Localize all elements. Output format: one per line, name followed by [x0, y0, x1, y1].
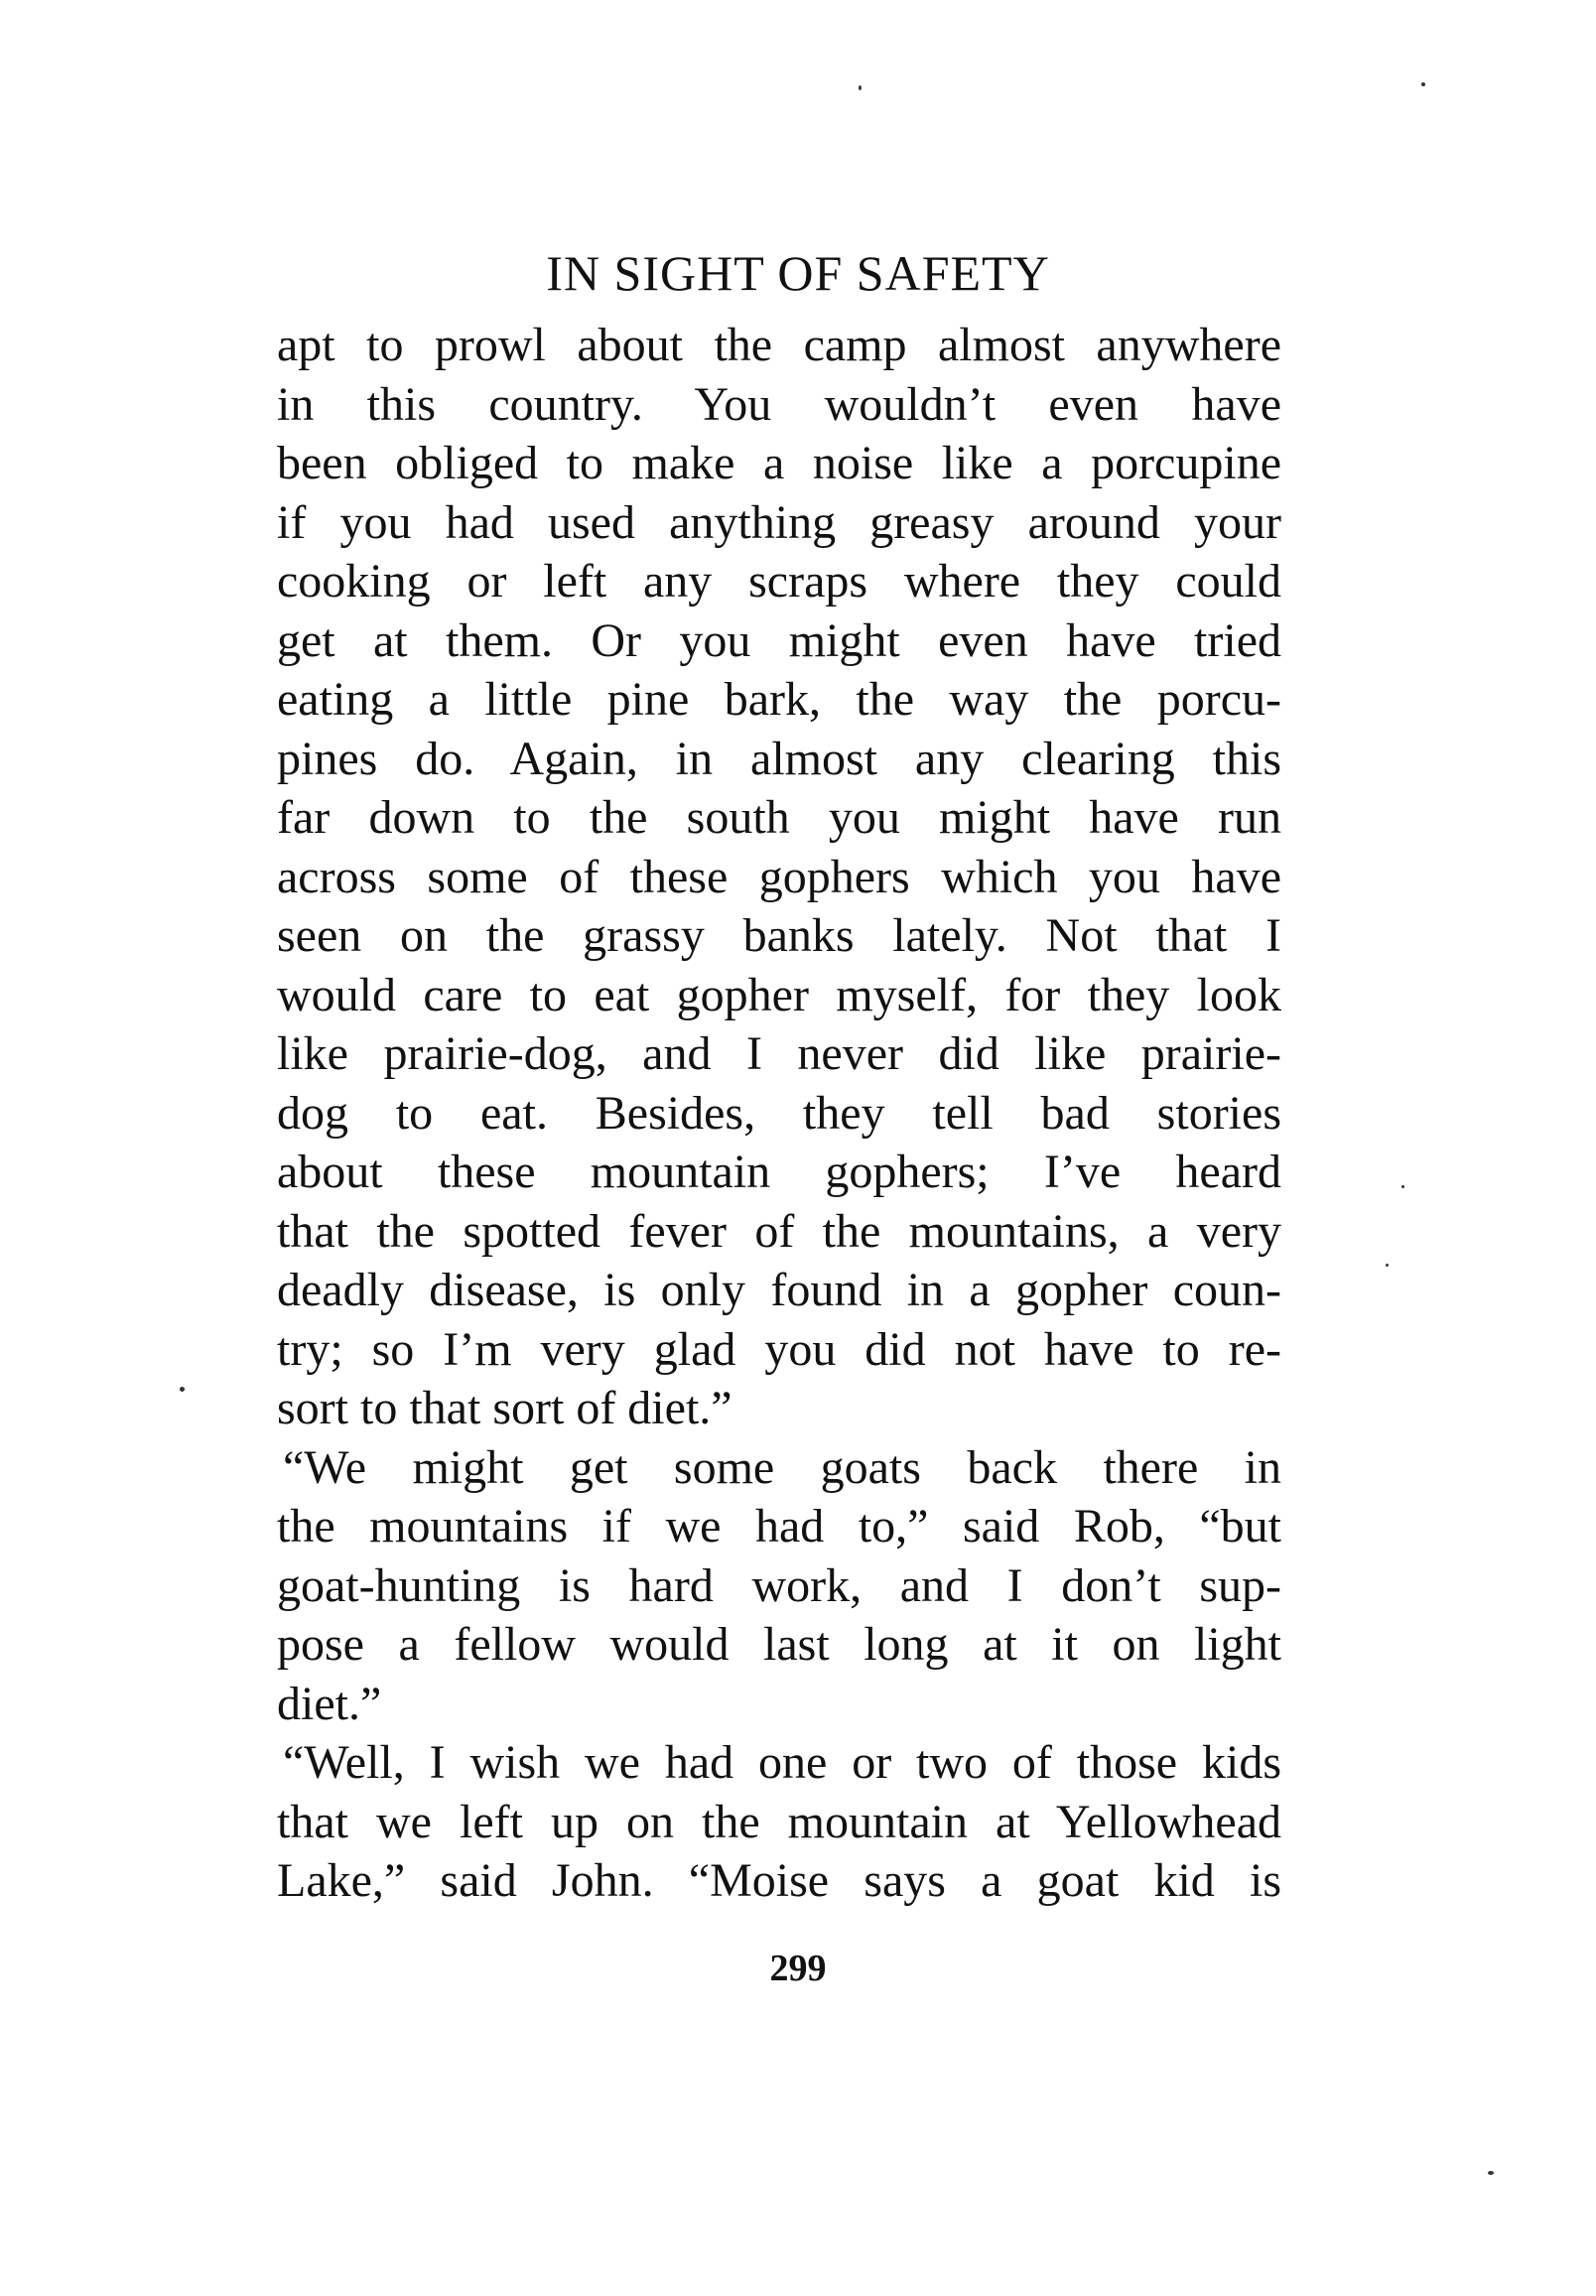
text-line: Lake,” said John. “Moise says a goat kid is — [277, 1854, 1281, 1907]
text-line: far down to the south you might have run — [277, 791, 1281, 844]
text-line: across some of these gophers which you have — [277, 850, 1281, 903]
text-line: try; so I’m very glad you did not have to re- — [277, 1322, 1281, 1376]
text-line: that we left up on the mountain at Yellowhead — [277, 1795, 1281, 1848]
text-line: goat-hunting is hard work, and I don’t sup- — [277, 1558, 1281, 1612]
text-line: “We might get some goats back there in — [283, 1440, 1281, 1494]
body-text — [277, 316, 1281, 1911]
text-line: dog to eat. Besides, they tell bad stories — [277, 1086, 1281, 1140]
text-line: would care to eat gopher myself, for they look — [277, 968, 1281, 1021]
text-line: the mountains if we had to,” said Rob, “but — [277, 1500, 1281, 1553]
print-speck — [1401, 1185, 1404, 1188]
print-speck — [1488, 2171, 1494, 2175]
page-number: 299 — [769, 1948, 827, 1989]
text-line: if you had used anything greasy around your — [277, 495, 1281, 549]
text-line: apt to prowl about the camp almost anywhere — [277, 319, 1281, 371]
running-head: IN SIGHT OF SAFETY — [546, 245, 1050, 301]
text-line: been obliged to make a noise like a porcupine — [277, 437, 1281, 489]
text-line: get at them. Or you might even have tried — [277, 613, 1281, 667]
text-line: pose a fellow would last long at it on light — [277, 1618, 1281, 1671]
text-line: that the spotted fever of the mountains, a very — [277, 1204, 1281, 1258]
print-speck — [859, 85, 862, 90]
text-line: “Well, I wish we had one or two of those kids — [283, 1736, 1281, 1789]
text-line: sort to that sort of diet.” — [277, 1382, 732, 1434]
text-line: cooking or left any scraps where they could — [277, 555, 1281, 608]
text-line: deadly disease, is only found in a gopher coun- — [277, 1264, 1281, 1316]
text-line: seen on the grassy banks lately. Not that I — [277, 909, 1281, 962]
print-speck — [1386, 1264, 1389, 1267]
text-line: diet.” — [277, 1677, 382, 1730]
print-speck — [1421, 82, 1425, 86]
text-line: about these mountain gophers; I’ve heard — [277, 1146, 1281, 1198]
text-line: pines do. Again, in almost any clearing this — [277, 732, 1281, 785]
text-line: like prairie-dog, and I never did like prairie- — [277, 1027, 1281, 1080]
print-speck — [180, 1387, 185, 1392]
text-line: in this country. You wouldn’t even have — [277, 377, 1281, 431]
text-line: eating a little pine bark, the way the porcu- — [277, 673, 1281, 726]
